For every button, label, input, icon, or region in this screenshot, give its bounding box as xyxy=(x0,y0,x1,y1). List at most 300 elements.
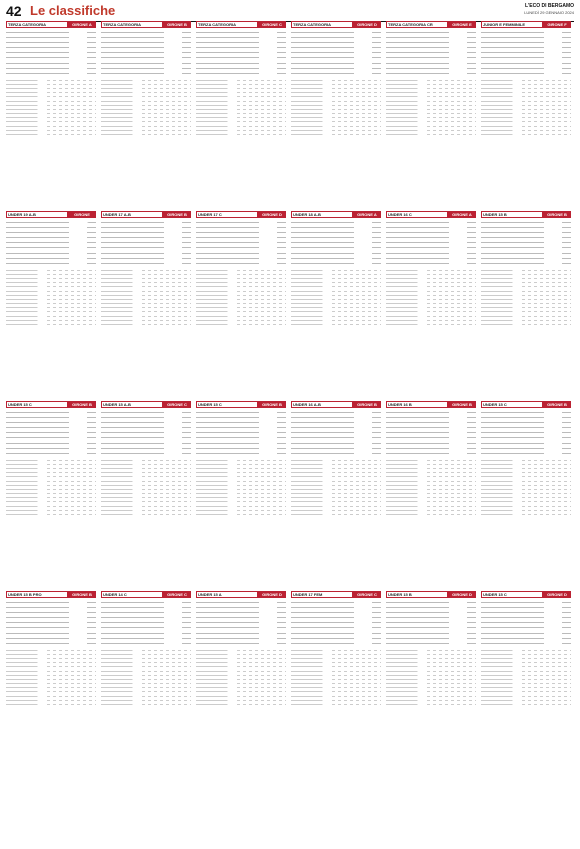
results-list xyxy=(196,410,286,456)
standings-box xyxy=(291,591,381,707)
result-line xyxy=(481,642,571,646)
result-line xyxy=(386,452,476,456)
result-line xyxy=(481,30,571,34)
result-line xyxy=(481,225,571,229)
table-row xyxy=(196,91,286,94)
table-row xyxy=(291,678,381,681)
box-category: UNDER 15 A-B xyxy=(101,401,163,408)
result-line xyxy=(6,410,96,414)
result-line xyxy=(386,66,476,70)
table-row xyxy=(101,649,191,652)
results-list xyxy=(101,600,191,646)
result-line xyxy=(101,631,191,635)
table-row xyxy=(196,653,286,656)
result-line xyxy=(101,66,191,70)
table-row xyxy=(196,104,286,107)
table-row xyxy=(291,99,381,102)
result-line xyxy=(291,256,381,260)
table-row xyxy=(386,116,476,119)
table-row xyxy=(101,471,191,474)
standings-table xyxy=(196,649,286,707)
result-line xyxy=(6,30,96,34)
result-line xyxy=(196,605,286,609)
table-row xyxy=(481,319,571,322)
table-row xyxy=(291,116,381,119)
box-category: UNDER 15 C xyxy=(196,401,258,408)
result-line xyxy=(6,236,96,240)
table-row xyxy=(196,699,286,702)
table-row xyxy=(481,323,571,326)
table-row xyxy=(386,500,476,503)
table-row xyxy=(196,133,286,136)
result-line xyxy=(481,241,571,245)
table-row xyxy=(291,686,381,689)
results-list xyxy=(101,220,191,266)
table-row xyxy=(196,116,286,119)
standings-box xyxy=(6,21,96,137)
result-line xyxy=(196,610,286,614)
result-line xyxy=(386,30,476,34)
table-row xyxy=(386,306,476,309)
standings-box xyxy=(481,401,571,517)
table-row xyxy=(196,496,286,499)
table-row xyxy=(6,674,96,677)
result-line xyxy=(6,441,96,445)
table-row xyxy=(6,294,96,297)
table-row xyxy=(481,682,571,685)
table-row xyxy=(291,471,381,474)
result-line xyxy=(386,610,476,614)
result-line xyxy=(291,61,381,65)
table-row xyxy=(386,319,476,322)
result-line xyxy=(481,246,571,250)
result-line xyxy=(386,436,476,440)
result-line xyxy=(101,415,191,419)
table-row xyxy=(6,310,96,313)
table-row xyxy=(101,294,191,297)
result-line xyxy=(386,246,476,250)
table-row xyxy=(291,315,381,318)
table-row xyxy=(6,484,96,487)
result-line xyxy=(291,241,381,245)
result-line xyxy=(386,256,476,260)
table-row xyxy=(6,273,96,276)
result-line xyxy=(291,72,381,76)
table-row xyxy=(101,674,191,677)
table-row xyxy=(291,475,381,478)
result-line xyxy=(481,72,571,76)
table-row xyxy=(196,112,286,115)
table-row xyxy=(101,484,191,487)
table-row xyxy=(101,269,191,272)
table-row xyxy=(6,657,96,660)
table-row xyxy=(481,479,571,482)
table-row xyxy=(291,488,381,491)
table-row xyxy=(291,133,381,136)
result-line xyxy=(6,262,96,266)
table-row xyxy=(6,661,96,664)
result-line xyxy=(101,56,191,60)
result-line xyxy=(481,51,571,55)
results-list xyxy=(6,600,96,646)
result-line xyxy=(6,46,96,50)
table-row xyxy=(6,277,96,280)
box-group: GIRONE B xyxy=(353,401,381,408)
result-line xyxy=(196,236,286,240)
standings-box xyxy=(6,591,96,707)
result-line xyxy=(386,642,476,646)
table-row xyxy=(481,129,571,132)
result-line xyxy=(6,230,96,234)
box-category: TERZA CATEGORIA xyxy=(6,21,68,28)
table-row xyxy=(291,108,381,111)
result-line xyxy=(6,35,96,39)
box-category: UNDER 17 A-B xyxy=(101,211,163,218)
table-row xyxy=(196,120,286,123)
table-row xyxy=(481,475,571,478)
table-row xyxy=(101,281,191,284)
table-row xyxy=(481,484,571,487)
result-line xyxy=(386,621,476,625)
result-line xyxy=(291,441,381,445)
table-row xyxy=(386,273,476,276)
table-row xyxy=(386,479,476,482)
table-row xyxy=(481,83,571,86)
result-line xyxy=(291,621,381,625)
result-line xyxy=(101,446,191,450)
table-row xyxy=(386,649,476,652)
box-group: GIRONE D xyxy=(448,591,476,598)
result-line xyxy=(6,600,96,604)
table-row xyxy=(6,129,96,132)
table-row xyxy=(481,87,571,90)
table-row xyxy=(6,467,96,470)
box-category: UNDER 14 C xyxy=(101,591,163,598)
table-row xyxy=(101,133,191,136)
table-row xyxy=(386,690,476,693)
table-row xyxy=(101,125,191,128)
table-row xyxy=(6,289,96,292)
table-row xyxy=(196,302,286,305)
table-row xyxy=(196,471,286,474)
table-row xyxy=(386,467,476,470)
table-row xyxy=(6,269,96,272)
table-row xyxy=(386,475,476,478)
table-row xyxy=(481,302,571,305)
box-group: GIRONE B xyxy=(258,401,286,408)
table-row xyxy=(291,649,381,652)
results-list xyxy=(196,220,286,266)
result-line xyxy=(481,605,571,609)
standings-box xyxy=(6,211,96,327)
table-row xyxy=(481,91,571,94)
result-line xyxy=(386,56,476,60)
table-row xyxy=(6,513,96,516)
table-row xyxy=(6,302,96,305)
table-row xyxy=(196,294,286,297)
table-row xyxy=(481,653,571,656)
table-row xyxy=(196,277,286,280)
table-row xyxy=(291,682,381,685)
box-group: GIRONE A xyxy=(353,211,381,218)
table-row xyxy=(291,306,381,309)
table-row xyxy=(481,463,571,466)
table-row xyxy=(196,315,286,318)
table-row xyxy=(196,269,286,272)
result-line xyxy=(481,262,571,266)
results-list xyxy=(386,220,476,266)
table-row xyxy=(6,315,96,318)
result-line xyxy=(291,616,381,620)
result-line xyxy=(6,621,96,625)
standings-box xyxy=(386,21,476,137)
result-line xyxy=(101,246,191,250)
standings-box xyxy=(386,401,476,517)
table-row xyxy=(386,315,476,318)
table-row xyxy=(196,505,286,508)
result-line xyxy=(291,236,381,240)
result-line xyxy=(196,262,286,266)
result-line xyxy=(196,600,286,604)
table-row xyxy=(6,471,96,474)
result-line xyxy=(196,441,286,445)
box-category: UNDER 15 C xyxy=(481,401,543,408)
table-row xyxy=(386,459,476,462)
result-line xyxy=(386,446,476,450)
box-group: GIRONE C xyxy=(258,21,286,28)
result-line xyxy=(196,431,286,435)
table-row xyxy=(481,281,571,284)
table-row xyxy=(386,269,476,272)
result-line xyxy=(291,415,381,419)
result-line xyxy=(291,626,381,630)
result-line xyxy=(101,230,191,234)
result-line xyxy=(481,426,571,430)
result-line xyxy=(481,220,571,224)
result-line xyxy=(481,441,571,445)
table-row xyxy=(101,500,191,503)
result-line xyxy=(291,452,381,456)
result-line xyxy=(196,420,286,424)
table-row xyxy=(6,496,96,499)
table-row xyxy=(196,108,286,111)
standings-table xyxy=(291,79,381,137)
table-row xyxy=(196,323,286,326)
result-line xyxy=(101,256,191,260)
box-category: TERZA CATEGORIA xyxy=(101,21,163,28)
result-line xyxy=(196,241,286,245)
table-row xyxy=(101,509,191,512)
result-line xyxy=(196,415,286,419)
table-row xyxy=(481,125,571,128)
table-row xyxy=(386,99,476,102)
results-list xyxy=(481,220,571,266)
table-row xyxy=(196,513,286,516)
table-row xyxy=(6,83,96,86)
table-row xyxy=(196,492,286,495)
result-line xyxy=(386,46,476,50)
result-line xyxy=(6,40,96,44)
result-line xyxy=(386,61,476,65)
table-row xyxy=(101,496,191,499)
table-row xyxy=(6,653,96,656)
box-category: UNDER 15 C xyxy=(481,591,543,598)
table-row xyxy=(386,669,476,672)
box-category: UNDER 17 FEM xyxy=(291,591,353,598)
page-number: 42 xyxy=(6,3,22,19)
table-row xyxy=(101,91,191,94)
table-row xyxy=(291,492,381,495)
standings-table xyxy=(386,269,476,327)
table-row xyxy=(6,665,96,668)
result-line xyxy=(196,230,286,234)
box-category: UNDER 15 A xyxy=(196,591,258,598)
result-line xyxy=(196,30,286,34)
table-row xyxy=(386,653,476,656)
table-row xyxy=(386,323,476,326)
result-line xyxy=(6,241,96,245)
standings-box xyxy=(101,401,191,517)
table-row xyxy=(386,120,476,123)
result-line xyxy=(291,610,381,614)
table-row xyxy=(101,104,191,107)
table-row xyxy=(6,112,96,115)
result-line xyxy=(101,642,191,646)
result-line xyxy=(6,426,96,430)
table-row xyxy=(481,669,571,672)
standings-table xyxy=(101,649,191,707)
result-line xyxy=(196,410,286,414)
result-line xyxy=(481,621,571,625)
result-line xyxy=(481,40,571,44)
result-line xyxy=(101,441,191,445)
results-list xyxy=(6,220,96,266)
standings-table xyxy=(196,459,286,517)
result-line xyxy=(101,452,191,456)
standings-table xyxy=(101,269,191,327)
table-row xyxy=(6,678,96,681)
table-row xyxy=(196,661,286,664)
table-row xyxy=(481,95,571,98)
box-group: GIRONE C xyxy=(353,591,381,598)
table-row xyxy=(196,129,286,132)
table-row xyxy=(6,323,96,326)
table-row xyxy=(386,488,476,491)
standings-box xyxy=(291,211,381,327)
box-category: UNDER 16 A-B xyxy=(291,401,353,408)
result-line xyxy=(6,631,96,635)
result-line xyxy=(291,230,381,234)
result-line xyxy=(101,426,191,430)
result-line xyxy=(386,631,476,635)
box-group: GIRONE B xyxy=(448,401,476,408)
standings-table xyxy=(196,269,286,327)
table-row xyxy=(386,471,476,474)
table-row xyxy=(291,496,381,499)
results-list xyxy=(386,30,476,76)
result-line xyxy=(481,610,571,614)
table-row xyxy=(481,459,571,462)
table-row xyxy=(386,492,476,495)
table-row xyxy=(6,682,96,685)
table-row xyxy=(6,87,96,90)
table-row xyxy=(386,125,476,128)
table-row xyxy=(291,87,381,90)
result-line xyxy=(6,436,96,440)
table-row xyxy=(291,690,381,693)
table-row xyxy=(386,108,476,111)
table-row xyxy=(196,479,286,482)
result-line xyxy=(291,431,381,435)
result-line xyxy=(291,436,381,440)
table-row xyxy=(386,513,476,516)
standings-box xyxy=(6,401,96,517)
table-row xyxy=(196,463,286,466)
result-line xyxy=(101,626,191,630)
result-line xyxy=(196,642,286,646)
box-group: GIRONE C xyxy=(163,591,191,598)
table-row xyxy=(481,298,571,301)
table-row xyxy=(6,108,96,111)
table-row xyxy=(481,310,571,313)
table-row xyxy=(196,690,286,693)
results-list xyxy=(291,600,381,646)
box-group: GIRONE B xyxy=(543,211,571,218)
table-row xyxy=(386,682,476,685)
result-line xyxy=(101,636,191,640)
table-row xyxy=(386,87,476,90)
table-row xyxy=(6,281,96,284)
table-row xyxy=(101,285,191,288)
table-row xyxy=(6,116,96,119)
table-row xyxy=(101,678,191,681)
result-line xyxy=(101,610,191,614)
result-line xyxy=(386,251,476,255)
table-row xyxy=(6,133,96,136)
table-row xyxy=(101,83,191,86)
table-row xyxy=(481,277,571,280)
result-line xyxy=(481,35,571,39)
result-line xyxy=(291,605,381,609)
result-line xyxy=(196,426,286,430)
box-category: UNDER 15 C xyxy=(6,401,68,408)
result-line xyxy=(6,56,96,60)
result-line xyxy=(101,410,191,414)
result-line xyxy=(6,452,96,456)
result-line xyxy=(386,410,476,414)
result-line xyxy=(101,51,191,55)
result-line xyxy=(481,420,571,424)
table-row xyxy=(481,467,571,470)
table-row xyxy=(196,665,286,668)
standings-table xyxy=(481,649,571,707)
table-row xyxy=(101,315,191,318)
result-line xyxy=(291,446,381,450)
box-category: UNDER 15 B xyxy=(386,591,448,598)
result-line xyxy=(101,35,191,39)
result-line xyxy=(291,46,381,50)
table-row xyxy=(386,496,476,499)
result-line xyxy=(101,220,191,224)
standings-table xyxy=(291,269,381,327)
box-category: UNDER 16 C xyxy=(386,211,448,218)
table-row xyxy=(291,665,381,668)
box-group: GIRONE D xyxy=(543,591,571,598)
table-row xyxy=(481,471,571,474)
result-line xyxy=(196,220,286,224)
table-row xyxy=(481,306,571,309)
table-row xyxy=(291,484,381,487)
